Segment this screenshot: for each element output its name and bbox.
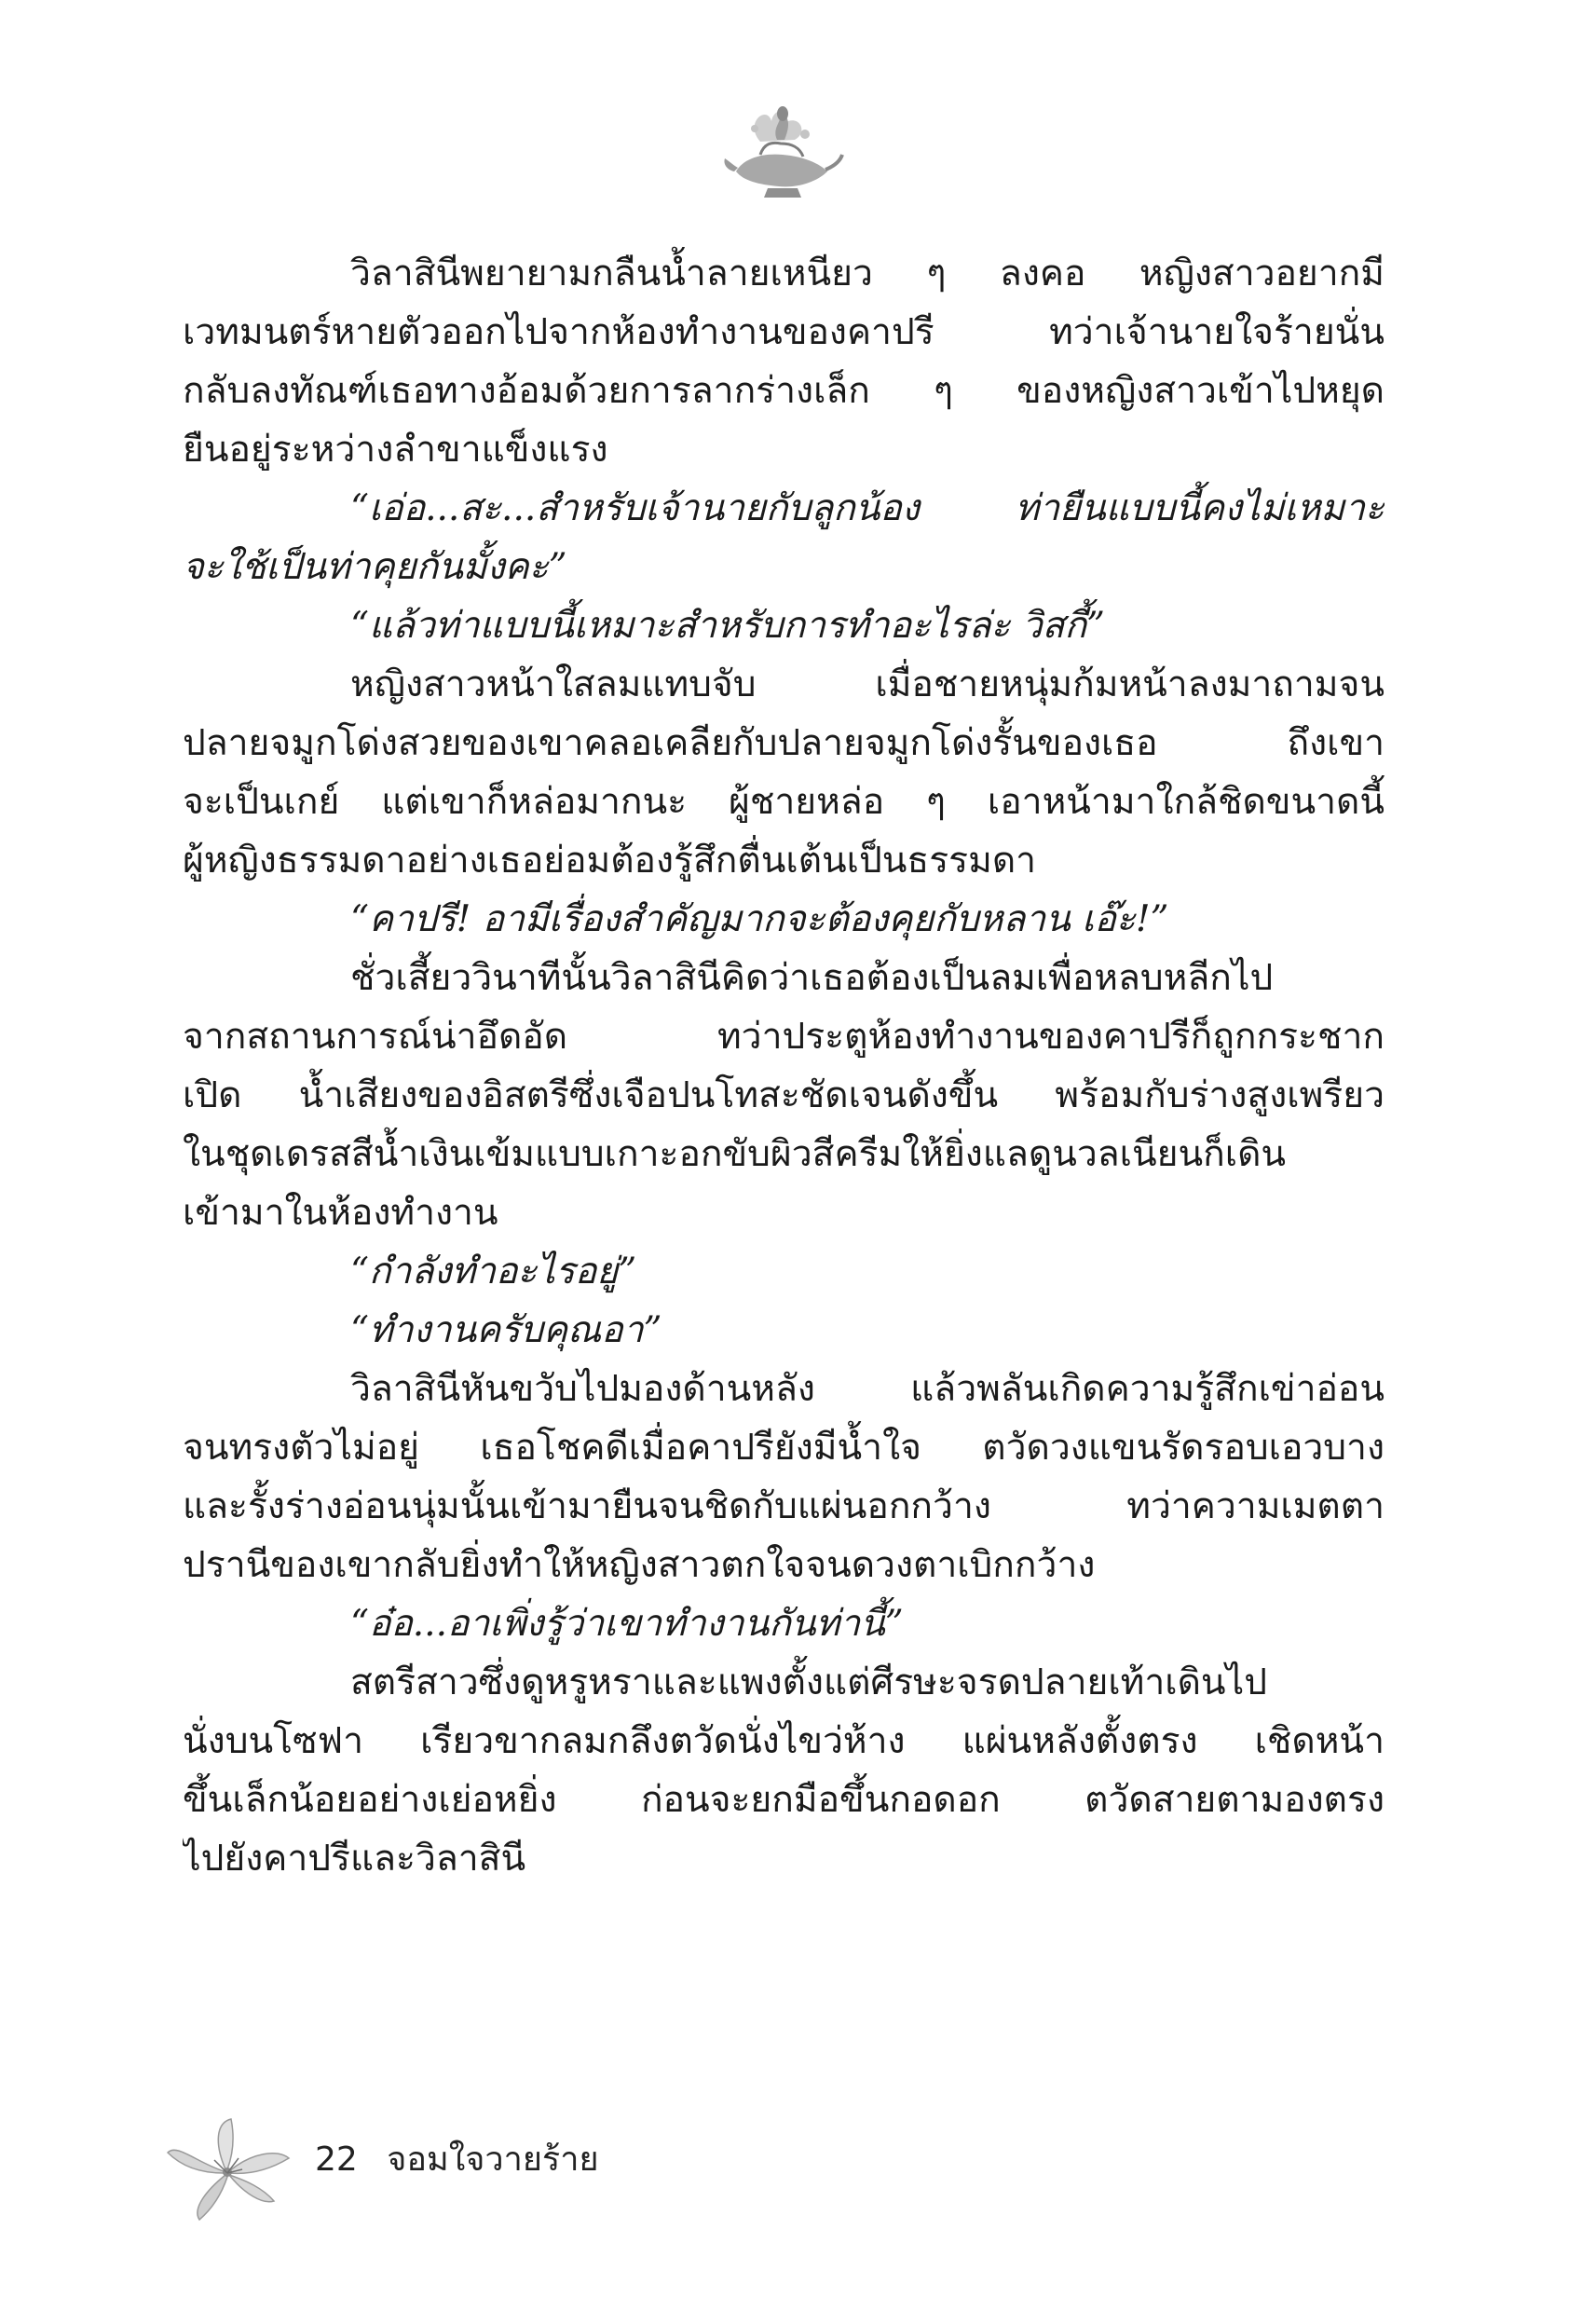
genie-lamp-icon [716,86,846,216]
chapter-text [183,244,1385,1888]
text-line: ในชุดเดรสสีน้ำเงินเข้มแบบเกาะอกขับผิวสีครีมให้ยิ่งแลดูนวลเนียนก็เดิน [183,1133,1287,1175]
text-line: จนทรงตัวไม่อยู่ เธอโชคดีเมื่อคาปรียังมีน้ำใจ ตวัดวงแขนรัดรอบเอวบาง [183,1427,1385,1469]
text-line: เวทมนตร์หายตัวออกไปจากห้องทำงานของคาปรี ทว่าเจ้านายใจร้ายนั่น [183,311,1385,353]
text-line: เปิด น้ำเสียงของอิสตรีซึ่งเจือปนโทสะชัดเจนดังขึ้น พร้อมกับร่างสูงเพรียว [183,1074,1385,1116]
text-line: กลับลงทัณฑ์เธอทางอ้อมด้วยการลากร่างเล็ก ๆ ของหญิงสาวเข้าไปหยุด [183,370,1385,412]
text-line: ปรานีของเขากลับยิ่งทำให้หญิงสาวตกใจจนดวงตาเบิกกว้าง [183,1544,1096,1586]
text-line: ผู้หญิงธรรมดาอย่างเธอย่อมต้องรู้สึกตื่นเต้นเป็นธรรมดา [183,840,1037,882]
footer-caption [315,2132,599,2185]
text-line: หญิงสาวหน้าใสลมแทบจับ เมื่อชายหนุ่มก้มหน้าลงมาถามจน [350,663,1385,705]
text-line: วิลาสินีหันขวับไปมองด้านหลัง แล้วพลันเกิดความรู้สึกเข่าอ่อน [350,1368,1385,1410]
dialogue-line: “ทำงานครับคุณอา” [350,1309,662,1351]
text-line: จะเป็นเกย์ แต่เขาก็หล่อมากนะ ผู้ชายหล่อ ๆ เอาหน้ามาใกล้ชิดขนาดนี้ [183,781,1385,823]
text-line: เข้ามาในห้องทำงาน [183,1192,498,1234]
page-number: 22 [315,2140,358,2179]
dialogue-line: “อ๋อ...อาเพิ่งรู้ว่าเขาทำงานกันท่านี้” [350,1603,904,1645]
lily-flower-icon [158,2115,298,2227]
text-line: ชั่วเสี้ยววินาทีนั้นวิลาสินีคิดว่าเธอต้องเป็นลมเพื่อหลบหลีกไป [350,957,1274,999]
dialogue-line: “คาปรี! อามีเรื่องสำคัญมากจะต้องคุยกับหลาน เอ๊ะ!” [350,898,1169,940]
text-line: ปลายจมูกโด่งสวยของเขาคลอเคลียกับปลายจมูกโด่งรั้นของเธอ ถึงเขา [183,722,1385,764]
text-line: จากสถานการณ์น่าอึดอัด ทว่าประตูห้องทำงานของคาปรีก็ถูกกระชาก [183,1016,1385,1058]
dialogue-line: จะใช้เป็นท่าคุยกันมั้งคะ” [183,546,567,588]
page-footer [158,2115,717,2227]
dialogue-line: “แล้วท่าแบบนี้เหมาะสำหรับการทำอะไรล่ะ วิสกี้” [350,605,1105,647]
text-line: ขึ้นเล็กน้อยอย่างเย่อหยิ่ง ก่อนจะยกมือขึ้นกอดอก ตวัดสายตามองตรง [183,1779,1385,1821]
text-line: สตรีสาวซึ่งดูหรูหราและแพงตั้งแต่ศีรษะจรดปลายเท้าเดินไป [350,1661,1267,1703]
dialogue-line: “เอ่อ...สะ...สำหรับเจ้านายกับลูกน้อง ท่ายืนแบบนี้คงไม่เหมาะ [350,487,1385,529]
text-line: วิลาสินีพยายามกลืนน้ำลายเหนียว ๆ ลงคอ หญิงสาวอยากมี [350,253,1385,294]
book-title: จอมใจวายร้าย [387,2140,599,2179]
text-line: นั่งบนโซฟา เรียวขากลมกลึงตวัดนั่งไขว่ห้าง แผ่นหลังตั้งตรง เชิดหน้า [183,1720,1385,1762]
text-line: ไปยังคาปรีและวิลาสินี [183,1838,526,1880]
text-line: ยืนอยู่ระหว่างลำขาแข็งแรง [183,429,608,471]
dialogue-line: “กำลังทำอะไรอยู่” [350,1251,637,1292]
text-line: และรั้งร่างอ่อนนุ่มนั้นเข้ามายืนจนชิดกับแผ่นอกกว้าง ทว่าความเมตตา [183,1485,1385,1527]
